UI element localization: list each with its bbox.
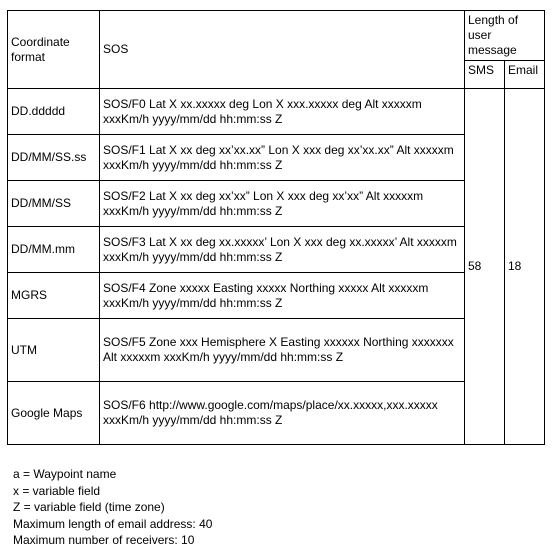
header-sms: SMS xyxy=(465,61,505,89)
format-cell: DD/MM/SS.ss xyxy=(8,135,100,181)
sos-cell: SOS/F4 Zone xxxxx Easting xxxxx Northing xxxxx Alt xxxxxm xxxKm/h yyyy/mm/dd hh:mm:ss Z xyxy=(100,273,465,319)
note-line: x = variable field xyxy=(13,483,101,498)
note-line: a = Waypoint name xyxy=(13,467,117,481)
format-cell: Google Maps xyxy=(8,382,100,445)
table-row xyxy=(8,181,545,227)
note-line: Maximum number of receivers: 10 xyxy=(13,533,195,547)
sos-cell: SOS/F2 Lat X xx deg xx’xx” Lon X xxx deg xx’xx” Alt xxxxxm xxxKm/h yyyy/mm/dd hh:mm:ss Z xyxy=(100,181,465,227)
sos-cell: SOS/F5 Zone xxx Hemisphere X Easting xxxxxx Northing xxxxxxx Alt xxxxxm xxxKm/h yyyy/mm/dd hh:mm:ss Z xyxy=(100,319,465,382)
format-cell: UTM xyxy=(8,319,100,382)
note-line: Z = variable field (time zone) xyxy=(13,500,165,514)
header-email: Email xyxy=(504,61,544,89)
header-length-of-user-message: Length of user message xyxy=(465,11,545,61)
format-cell: MGRS xyxy=(8,273,100,319)
header-coordinate-format: Coordinate format xyxy=(8,11,100,89)
table-header-row xyxy=(8,11,545,61)
sms-length-value: 58 xyxy=(465,89,505,445)
table-row xyxy=(8,135,545,181)
note-line: Maximum length of email address: 40 xyxy=(13,516,213,531)
format-cell: DD.ddddd xyxy=(8,89,100,135)
notes-block xyxy=(13,466,212,549)
table-row xyxy=(8,382,545,445)
format-cell: DD/MM/SS xyxy=(8,181,100,227)
format-cell: DD/MM.mm xyxy=(8,227,100,273)
table-row xyxy=(8,273,545,319)
sos-format-table xyxy=(7,10,545,445)
table-row xyxy=(8,227,545,273)
sos-cell: SOS/F1 Lat X xx deg xx’xx.xx” Lon X xxx deg xx’xx.xx” Alt xxxxxm xxxKm/h yyyy/mm/dd hh:mm:ss Z xyxy=(100,135,465,181)
table-row xyxy=(8,89,545,135)
sos-cell: SOS/F6 http://www.google.com/maps/place/xx.xxxxx,xxx.xxxxx xxxKm/h yyyy/mm/dd hh:mm:ss Z xyxy=(100,382,465,445)
email-length-value: 18 xyxy=(504,89,544,445)
header-sos: SOS xyxy=(100,11,465,89)
sos-cell: SOS/F3 Lat X xx deg xx.xxxxx’ Lon X xxx deg xx.xxxxx’ Alt xxxxxm xxxKm/h yyyy/mm/dd hh:mm:ss Z xyxy=(100,227,465,273)
sos-cell: SOS/F0 Lat X xx.xxxxx deg Lon X xxx.xxxxx deg Alt xxxxxm xxxKm/h yyyy/mm/dd hh:mm:ss Z xyxy=(100,89,465,135)
table-row xyxy=(8,319,545,382)
